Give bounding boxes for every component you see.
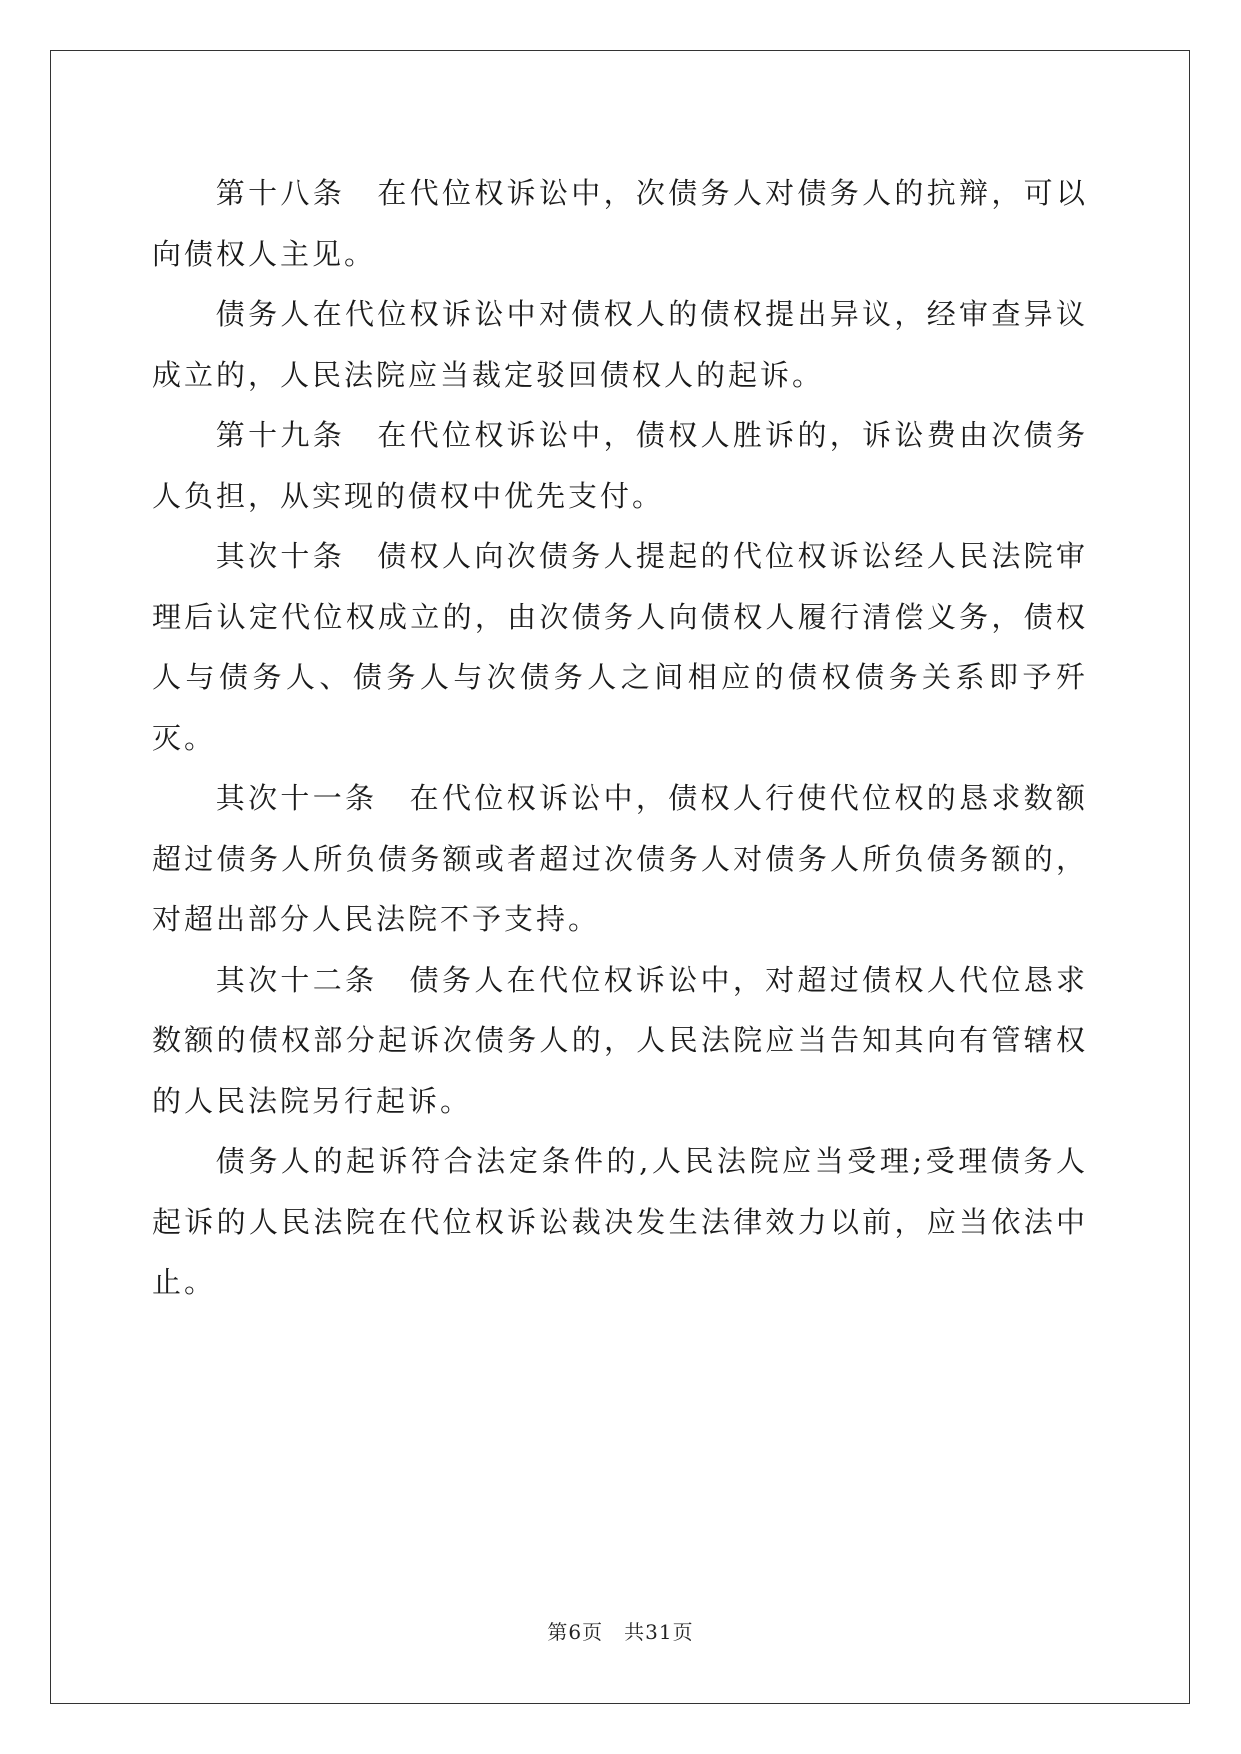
paragraph-article-18: 第十八条 在代位权诉讼中，次债务人对债务人的抗辩，可以向债权人主见。 (152, 176, 1088, 271)
paragraph-article-22: 其次十二条 债务人在代位权诉讼中，对超过债权人代位恳求数额的债权部分起诉次债务人的，人民法院应当告知其向有管辖权的人民法院另行起诉。 (152, 962, 1088, 1118)
paragraph-article-19: 第十九条 在代位权诉讼中，债权人胜诉的，诉讼费由次债务人负担，从实现的债权中优先支付。 (152, 418, 1088, 513)
paragraph-article-18-objection: 债务人在代位权诉讼中对债权人的债权提出异议，经审查异议成立的，人民法院应当裁定驳回债权人的起诉。 (152, 297, 1088, 392)
document-body (152, 163, 1088, 1313)
paragraph-article-21: 其次十一条 在代位权诉讼中，债权人行使代位权的恳求数额超过债务人所负债务额或者超过次债务人对债务人所负债务额的，对超出部分人民法院不予支持。 (152, 781, 1088, 936)
page-number-footer: 第6页 共31页 (547, 1620, 694, 1644)
paragraph-article-22-suit: 债务人的起诉符合法定条件的,人民法院应当受理;受理债务人起诉的人民法院在代位权诉讼裁决发生法律效力以前，应当依法中止。 (152, 1144, 1088, 1299)
paragraph-article-20: 其次十条 债权人向次债务人提起的代位权诉讼经人民法院审理后认定代位权成立的，由次债务人向债权人履行清偿义务，债权人与债务人、债务人与次债务人之间相应的债权债务关系即予歼灭。 (152, 539, 1088, 755)
